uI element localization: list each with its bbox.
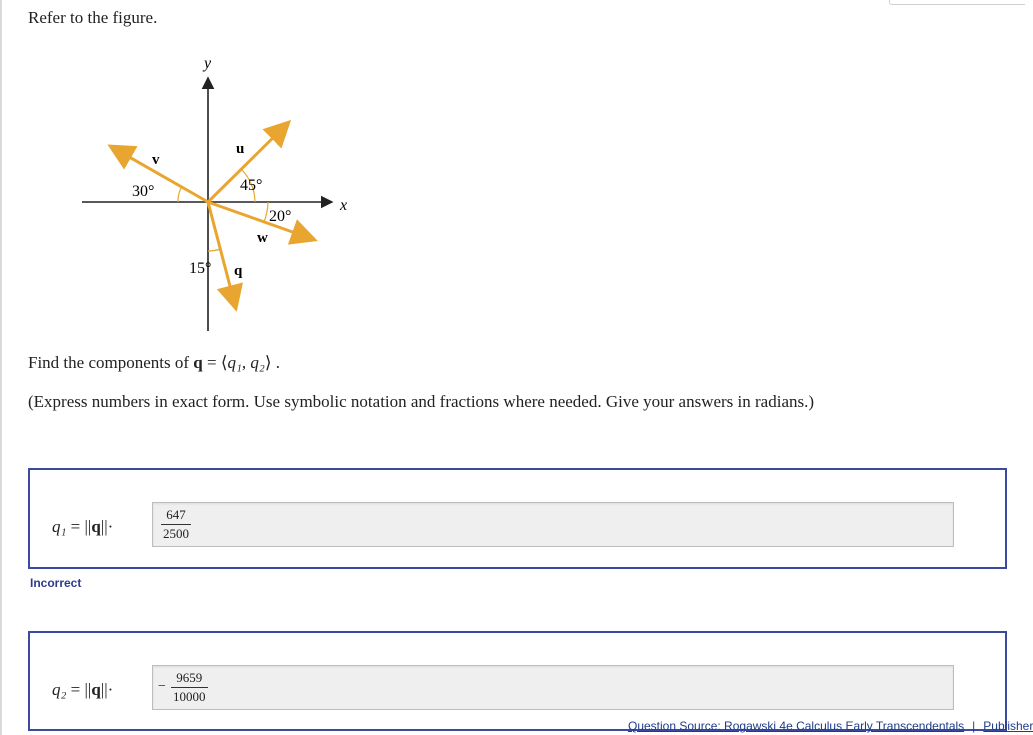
vector-q [208,202,236,309]
q2-label: q₂ = ||q||· [52,680,114,699]
publisher-link[interactable]: Publisher [983,719,1033,733]
question-source-footer [628,719,1033,733]
q2-sign: − [158,679,166,694]
top-right-tab [889,0,1025,5]
vector-q-symbol: q [193,353,203,372]
q2-denominator: 10000 [173,689,206,704]
q1-numerator: 647 [161,507,191,525]
arc-20 [264,202,268,222]
y-axis-label: y [204,55,212,72]
angle-30: 30° [132,183,155,200]
q1-denominator: 2500 [163,526,189,541]
arc-30 [178,188,181,202]
feedback-status: Incorrect [30,576,82,590]
q1-label: q₁ = ||q||· [52,517,114,536]
answer-box-q1 [28,468,1007,569]
frame-left-border [0,0,2,735]
vector-diagram [70,46,370,336]
x-axis-label: x [340,197,348,214]
arc-15 [208,249,221,251]
label-u: u [236,141,245,157]
label-v: v [152,152,160,168]
q1-answer-field[interactable] [152,502,954,547]
q2-answer-field[interactable] [152,665,954,710]
label-w: w [257,230,268,246]
refer-text: Refer to the figure. [28,8,158,27]
q1-fraction [161,507,191,542]
footer-separator: | [972,719,976,733]
q2-numerator: 9659 [171,670,208,688]
angle-45: 45° [240,177,263,194]
angle-20: 20° [269,208,292,225]
label-q: q [234,263,243,279]
vector-figure [70,46,370,336]
instructions-text: (Express numbers in exact form. Use symbolic notation and fractions where needed. Give your answers in radians.) [28,392,815,411]
question-source-link[interactable]: Question Source: Rogawski 4e Calculus Early Transcendentals [628,719,965,733]
find-components-text: Find the components of q = ⟨q₁, q₂⟩ . [28,353,280,372]
q2-fraction [171,670,208,705]
answer-box-q2 [28,631,1007,731]
angle-15: 15° [189,260,212,277]
